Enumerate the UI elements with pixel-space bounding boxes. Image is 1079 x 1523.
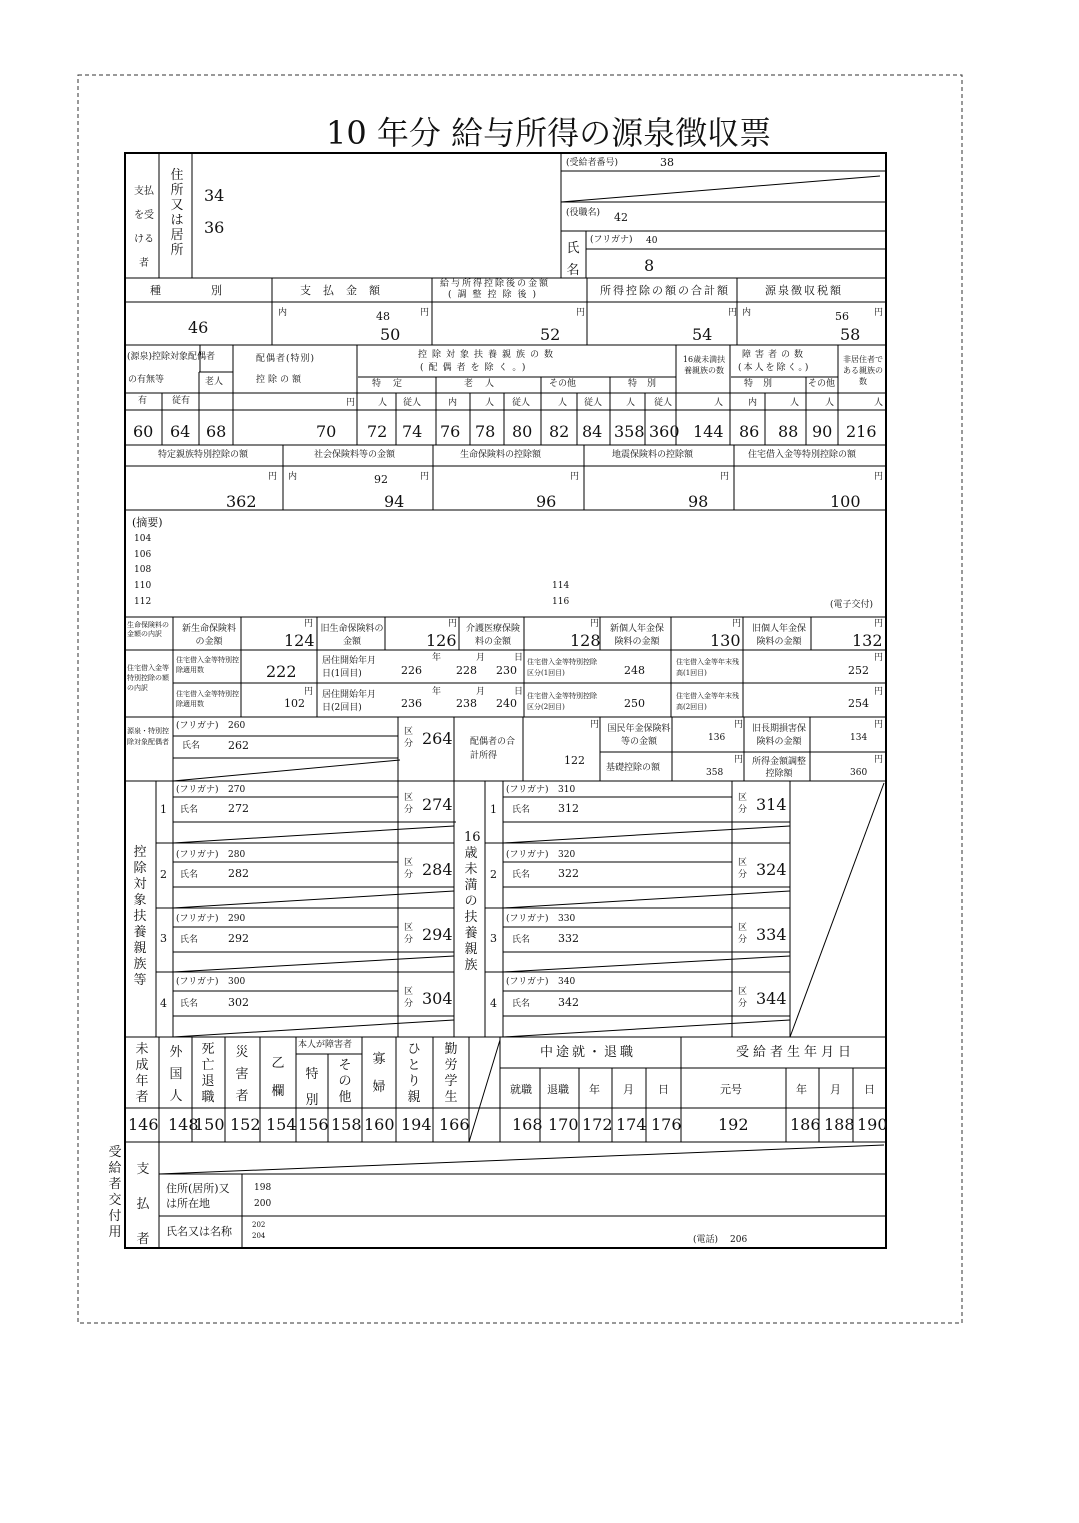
kubun-label: 区分 (404, 793, 414, 815)
u16-3-kubun: 334 (756, 925, 787, 944)
name-label: 氏名 (512, 805, 531, 815)
kyu-choki-value: 134 (850, 733, 868, 743)
kyo1-day: 230 (496, 664, 517, 677)
kyo2-day: 240 (496, 697, 517, 710)
sp-furigana: 260 (228, 721, 246, 731)
chosei-label: 所得金額調整控除額 (751, 757, 806, 779)
flag-146: 146 (128, 1115, 159, 1134)
hi: 日 (864, 1083, 875, 1096)
u16-1-kubun: 314 (756, 795, 787, 814)
title-role-value: 42 (614, 211, 628, 224)
kyuyo-after-value: 52 (540, 325, 561, 344)
hi: 日 (514, 687, 524, 697)
sonota-label: その他 (549, 379, 577, 389)
flag-188: 188 (824, 1115, 855, 1134)
yen: 円 (570, 472, 580, 482)
gensen-uchi: 内 (742, 308, 752, 318)
kaigo-value: 128 (570, 631, 601, 650)
kubun1-label: 住宅借入金等特別控除区分(1回目) (527, 658, 597, 677)
yen: 円 (268, 472, 278, 482)
seimei-uchiwake-label: 生命保険料の金額の内訳 (127, 621, 169, 638)
tokutei-ded-value: 362 (226, 492, 257, 511)
tekiyo-112: 112 (134, 597, 152, 607)
miseinen-label: 未成年者 (135, 1042, 149, 1105)
shakai-label: 社会保険料等の金額 (314, 450, 396, 460)
u16-2-name: 322 (558, 867, 579, 880)
u16-label: 16歳未満扶養親族の数 (682, 355, 726, 375)
jutaku-value: 100 (830, 492, 861, 511)
kubun-label: 区分 (738, 793, 748, 815)
yen: 円 (576, 308, 586, 318)
jutaku-label: 住宅借入金等特別控除の額 (748, 450, 857, 460)
kafu-label: 寡婦 (372, 1052, 386, 1095)
recipient-no-label: (受給者番号) (566, 158, 619, 168)
flag-186: 186 (790, 1115, 821, 1134)
name-label: 氏名 (180, 870, 199, 880)
dep1-furigana: 270 (228, 785, 246, 795)
denshi-label: (電子交付) (830, 600, 874, 610)
saigai-label: 災害者 (235, 1045, 249, 1104)
flag-158: 158 (331, 1115, 362, 1134)
dep2-name: 282 (228, 867, 249, 880)
kyu-nenkin-label: 旧個人年金保険料の金額 (751, 624, 806, 647)
payer-204: 204 (252, 1232, 266, 1240)
tekiyo-110: 110 (134, 581, 152, 591)
nin: 人 (825, 398, 835, 408)
sp-kubun: 264 (422, 729, 453, 748)
u16-2-furigana: 320 (558, 850, 576, 860)
dep-index-1: 1 (160, 803, 167, 816)
yen: 円 (590, 720, 600, 730)
u16-index-4: 4 (490, 997, 497, 1010)
hi: 日 (514, 653, 524, 663)
yen: 円 (874, 308, 884, 318)
flag-192: 192 (718, 1115, 749, 1134)
name-label: 氏名 (180, 935, 199, 945)
shin-nenkin-label: 新個人年金保険料の金額 (609, 624, 664, 647)
u16-1-name: 312 (558, 802, 579, 815)
u16-3-furigana: 330 (558, 914, 576, 924)
yen: 円 (874, 619, 884, 629)
dep3-name: 292 (228, 932, 249, 945)
kyo1-month: 228 (456, 664, 477, 677)
yen: 円 (304, 619, 314, 629)
cnt-76: 76 (440, 422, 461, 441)
shakai-uchi-value: 92 (374, 473, 388, 486)
hikyo-label: 非居住者である親族の数 (843, 355, 883, 386)
zandaka2-value: 254 (848, 697, 869, 710)
kyoju1-label: 居住開始年月日(1回目) (322, 656, 377, 679)
kubun-label: 区分 (404, 923, 414, 945)
juari-label: 従有 (172, 396, 191, 406)
name-label: 氏名 (566, 241, 580, 278)
furigana-value: 40 (646, 236, 658, 246)
chosei-value: 360 (850, 768, 868, 778)
name-label: 氏名 (180, 999, 199, 1009)
otsu-label: 乙欄 (271, 1056, 285, 1099)
cnt-90: 90 (812, 422, 833, 441)
address-line2: 36 (204, 218, 225, 237)
tekiyo-104: 104 (134, 534, 152, 544)
u16-4-name: 342 (558, 996, 579, 1009)
gengo-label: 元号 (720, 1083, 742, 1096)
u16-1-furigana: 310 (558, 785, 576, 795)
gensen-value: 58 (840, 325, 861, 344)
flag-172: 172 (582, 1115, 613, 1134)
dep-index-4: 4 (160, 997, 167, 1010)
furigana-label: (フリガナ) (176, 721, 219, 731)
jukyo: 従人 (584, 398, 603, 408)
tokutei-label: 特定 (372, 379, 415, 389)
u16-4-kubun: 344 (756, 989, 787, 1008)
yen: 円 (734, 720, 744, 730)
shotoku-total-value: 54 (692, 325, 713, 344)
taishoku-label: 退職 (547, 1083, 569, 1096)
yen: 円 (732, 619, 742, 629)
kyu-seimei-label: 旧生命保険料の金額 (320, 624, 384, 647)
ded-amount-label: 控除の額 (256, 375, 305, 385)
sp-goukei: 122 (564, 754, 585, 767)
umu-label: の有無等 (128, 375, 165, 385)
flag-160: 160 (364, 1115, 395, 1134)
dep3-kubun: 294 (422, 925, 453, 944)
birth-label: 受給者生年月日 (736, 1045, 856, 1060)
kubun-label: 区分 (738, 923, 748, 945)
kubun2-value: 250 (624, 697, 645, 710)
flag-148: 148 (168, 1115, 199, 1134)
u16-2-kubun: 324 (756, 860, 787, 879)
nin: 人 (714, 398, 724, 408)
payer-198: 198 (254, 1183, 272, 1193)
shiharai-value: 50 (380, 325, 401, 344)
flag-150: 150 (194, 1115, 225, 1134)
kokumin-value: 136 (708, 733, 726, 743)
kaigo-label: 介護医療保険料の金額 (465, 624, 520, 647)
nin: 人 (378, 398, 388, 408)
kubun-label: 区分 (404, 727, 414, 749)
tekiyo-su-value: 222 (266, 662, 297, 681)
jukyo: 従人 (512, 398, 531, 408)
page-title: 10 年分 給与所得の源泉徴収票 (326, 114, 772, 152)
kyo2-month: 238 (456, 697, 477, 710)
nin: 人 (485, 398, 495, 408)
yen: 円 (420, 308, 430, 318)
yen: 円 (720, 472, 730, 482)
cnt-360: 360 (649, 422, 680, 441)
address-line1: 34 (204, 186, 225, 205)
yen: 円 (874, 472, 884, 482)
name-label: 氏名 (512, 935, 531, 945)
name-label: 氏名 (512, 870, 531, 880)
flag-176: 176 (651, 1115, 682, 1134)
cnt-358: 358 (614, 422, 645, 441)
cnt-144: 144 (693, 422, 724, 441)
nai: 内 (448, 398, 458, 408)
flag-168: 168 (512, 1115, 543, 1134)
nin: 人 (790, 398, 800, 408)
furigana-label: (フリガナ) (176, 977, 219, 987)
flag-194: 194 (401, 1115, 432, 1134)
cnt-70: 70 (316, 422, 337, 441)
yen: 円 (728, 308, 738, 318)
shin-seimei-value: 124 (284, 631, 315, 650)
dep3-furigana: 290 (228, 914, 246, 924)
kyo2-year: 236 (401, 697, 422, 710)
dep-index-2: 2 (160, 868, 167, 881)
kubun-label: 区分 (738, 858, 748, 880)
flag-174: 174 (616, 1115, 647, 1134)
shotoku-total-label: 所得控除の額の合計額 (600, 284, 730, 297)
shubetsu-label: 種別 (150, 284, 272, 297)
flag-156: 156 (298, 1115, 329, 1134)
dep4-name: 302 (228, 996, 249, 1009)
u16-index-3: 3 (490, 932, 497, 945)
haigusha-header: 源泉・特別控除対象配偶者 (127, 727, 169, 746)
address-label: 住所又は居所 (170, 168, 184, 258)
tekiyo-label: (摘要) (132, 516, 163, 529)
nen: 年 (432, 687, 442, 697)
nen: 年 (796, 1083, 807, 1096)
furigana-label: (フリガナ) (506, 785, 549, 795)
payer-200: 200 (254, 1199, 272, 1209)
fuyo-sub: (配偶者を除く。) (420, 363, 531, 373)
dep1-kubun: 274 (422, 795, 453, 814)
kinro-label: 勤労学生 (444, 1042, 458, 1105)
yen: 円 (448, 619, 458, 629)
furigana-label: (フリガナ) (176, 850, 219, 860)
shushoku-label: 就職 (510, 1083, 532, 1096)
nai: 内 (748, 398, 758, 408)
title-role-label: (役職名) (566, 208, 601, 218)
jukyo: 従人 (654, 398, 673, 408)
u16-side-label: 16歳未満の扶養親族 (464, 830, 481, 973)
furigana-label: (フリガナ) (506, 850, 549, 860)
furigana-label: (フリガナ) (506, 914, 549, 924)
cnt-78: 78 (475, 422, 496, 441)
dep4-kubun: 304 (422, 989, 453, 1008)
nin: 人 (626, 398, 636, 408)
cnt-86: 86 (739, 422, 760, 441)
tsuki: 月 (623, 1083, 634, 1096)
kubun1-value: 248 (624, 664, 645, 677)
kyuyo-after-label: 給与所得控除後の金額 (440, 279, 551, 289)
kokumin-label: 国民年金保険料等の金額 (607, 724, 671, 747)
tokubetsu-label: 特別 (744, 379, 783, 389)
shakai-value: 94 (384, 492, 405, 511)
nen: 年 (589, 1083, 600, 1096)
tokubetsu-label: 特別 (628, 379, 667, 389)
hitori-label: ひとり親 (407, 1042, 421, 1105)
seimei-label: 生命保険料の控除額 (460, 450, 542, 460)
kyu-nenkin-value: 132 (852, 631, 883, 650)
dep4-furigana: 300 (228, 977, 246, 987)
cnt-80: 80 (512, 422, 533, 441)
payer-addr-label: 住所(居所)又は所在地 (166, 1182, 230, 1210)
gensen-label: 源泉徴収税額 (765, 284, 843, 297)
furigana-label: (フリガナ) (176, 785, 219, 795)
nin: 人 (874, 398, 884, 408)
jishin-value: 98 (688, 492, 709, 511)
cnt-216: 216 (846, 422, 877, 441)
shogai-label: 障害者の数 (742, 350, 808, 360)
shin-seimei-label: 新生命保険料の金額 (181, 624, 236, 647)
payee-label: 支払を受ける者 (134, 186, 154, 269)
payer-name-label: 氏名又は名称 (166, 1225, 232, 1238)
tokubetsu2-label: 特別 (305, 1067, 319, 1108)
kubun-label: 区分 (404, 858, 414, 880)
shin-nenkin-value: 130 (710, 631, 741, 650)
spouse-header: (源泉)控除対象配偶者 (127, 352, 216, 362)
flag-190: 190 (857, 1115, 888, 1134)
shubetsu-value: 46 (188, 318, 209, 337)
furigana-label: (フリガナ) (506, 977, 549, 987)
flag-152: 152 (230, 1115, 261, 1134)
rojin-label: 老人 (205, 377, 224, 387)
shibo-label: 死亡退職 (201, 1042, 215, 1105)
jukyo: 従人 (403, 398, 422, 408)
shiharai-uchi-value: 48 (376, 310, 390, 323)
side-label: 受給者交付用 (108, 1145, 122, 1240)
shogai-sub: (本人を除く。) (738, 363, 811, 373)
sonota2-label: その他 (338, 1058, 352, 1105)
cnt-88: 88 (778, 422, 799, 441)
zandaka1-value: 252 (848, 664, 869, 677)
ari-label: 有 (138, 396, 148, 406)
tekiyo-108: 108 (134, 565, 152, 575)
tsuki: 月 (830, 1083, 841, 1096)
shakai-uchi: 内 (288, 472, 298, 482)
cnt-64: 64 (170, 422, 191, 441)
chuto-label: 中途就・退職 (540, 1045, 637, 1060)
haigusha-goukei-label: 配偶者の合計所得 (470, 737, 516, 761)
payer-label: 支払者 (136, 1162, 150, 1247)
yen: 円 (734, 755, 744, 765)
rojin2-label: 老人 (464, 379, 507, 389)
zandaka1-label: 住宅借入金等年末残高(1回目) (676, 658, 739, 677)
yen: 円 (874, 755, 884, 765)
yen: 円 (874, 720, 884, 730)
name-label: 氏名 (512, 999, 531, 1009)
shiharai-label: 支払金額 (300, 284, 392, 297)
kyu-seimei-value: 126 (426, 631, 457, 650)
jutaku-tekiyo-label-2: 住宅借入金等特別控除適用数 (176, 690, 239, 708)
tekiyo-116: 116 (552, 597, 570, 607)
jishin-label: 地震保険料の控除額 (612, 450, 694, 460)
kubun-label: 区分 (738, 987, 748, 1009)
flag-166: 166 (439, 1115, 470, 1134)
furigana-label: (フリガナ) (590, 235, 633, 245)
tokutei-ded-label: 特定親族特別控除の額 (158, 450, 249, 460)
tel-value: 206 (730, 1235, 748, 1245)
kiso-label: 基礎控除の額 (606, 763, 661, 773)
h102-value: 102 (284, 697, 305, 710)
fuyo-side-label: 控除対象扶養親族等 (133, 845, 147, 988)
yen: 円 (420, 472, 430, 482)
u16-4-furigana: 340 (558, 977, 576, 987)
seimei-value: 96 (536, 492, 557, 511)
jutaku-uchiwake-label: 住宅借入金等特別控除の額の内訳 (127, 664, 169, 692)
u16-index-1: 1 (490, 803, 497, 816)
kyuyo-after-sub: (調整控除後) (448, 290, 543, 300)
dep-index-3: 3 (160, 932, 167, 945)
flag-170: 170 (548, 1115, 579, 1134)
tekiyo-114: 114 (552, 581, 570, 591)
recipient-no-value: 38 (660, 156, 674, 169)
cnt-72: 72 (367, 422, 388, 441)
dep2-furigana: 280 (228, 850, 246, 860)
tekiyo-106: 106 (134, 550, 152, 560)
cnt-74: 74 (402, 422, 423, 441)
honnin-shogai-label: 本人が障害者 (298, 1040, 353, 1050)
cnt-60: 60 (133, 422, 154, 441)
tel-label: (電話) (693, 1235, 719, 1245)
cnt-82: 82 (549, 422, 570, 441)
yen: 円 (304, 687, 314, 697)
yen: 円 (590, 619, 600, 629)
gaikoku-label: 外国人 (169, 1045, 183, 1104)
cnt-68: 68 (206, 422, 227, 441)
yen: 円 (874, 653, 884, 663)
tsuki: 月 (476, 653, 486, 663)
payer-202: 202 (252, 1221, 266, 1229)
kubun2-label: 住宅借入金等特別控除区分(2回目) (527, 692, 597, 711)
kyu-choki-label: 旧長期損害保険料の金額 (751, 724, 806, 747)
kiso-value: 358 (706, 768, 724, 778)
sp-name: 262 (228, 739, 249, 752)
kyoju2-label: 居住開始年月日(2回目) (322, 690, 377, 713)
name-label: 氏名 (180, 805, 199, 815)
kubun-label: 区分 (404, 987, 414, 1009)
kyo1-year: 226 (401, 664, 422, 677)
nin: 人 (558, 398, 568, 408)
dep2-kubun: 284 (422, 860, 453, 879)
sonota-label: その他 (808, 379, 836, 389)
hi: 日 (658, 1083, 669, 1096)
u16-3-name: 332 (558, 932, 579, 945)
u16-index-2: 2 (490, 868, 497, 881)
name-value: 8 (644, 256, 655, 275)
jutaku-tekiyo-label: 住宅借入金等特別控除適用数 (176, 656, 239, 674)
flag-154: 154 (266, 1115, 297, 1134)
spouse-ded-label: 配偶者(特別) (256, 354, 316, 364)
name-label: 氏名 (182, 741, 201, 751)
tsuki: 月 (476, 687, 486, 697)
dep1-name: 272 (228, 802, 249, 815)
cnt-84: 84 (582, 422, 603, 441)
yen: 円 (346, 398, 356, 408)
gensen-uchi-value: 56 (835, 310, 849, 323)
nen: 年 (432, 653, 442, 663)
shiharai-uchi: 内 (278, 308, 288, 318)
furigana-label: (フリガナ) (176, 914, 219, 924)
yen: 円 (874, 687, 884, 697)
fuyo-header: 控除対象扶養親族の数 (418, 350, 559, 360)
zandaka2-label: 住宅借入金等年末残高(2回目) (676, 692, 739, 711)
